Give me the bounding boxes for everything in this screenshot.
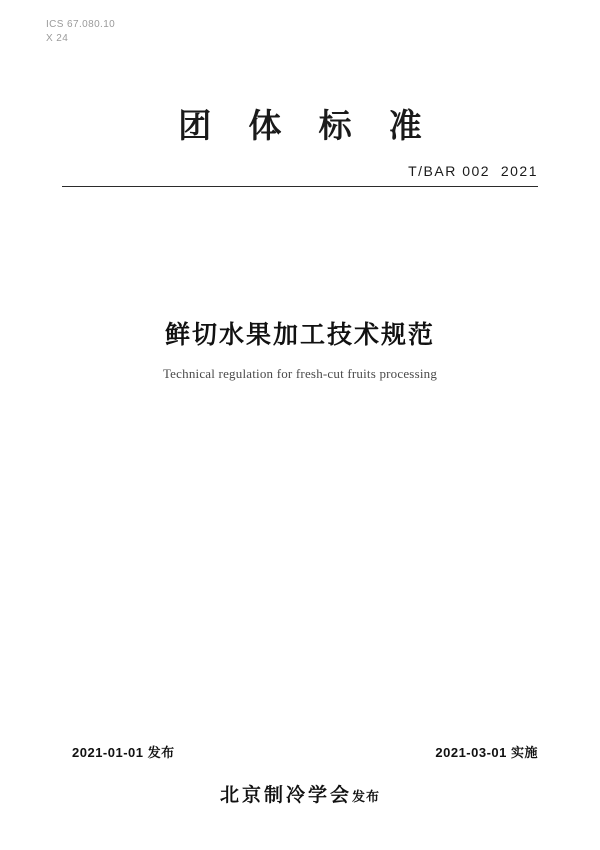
issue-date: 2021-01-01 发布: [72, 745, 175, 760]
standard-type-heading: 团 体 标 准: [178, 107, 436, 144]
ics-classification-block: [46, 18, 115, 46]
document-title-english: Technical regulation for fresh-cut fruits processing: [162, 366, 438, 381]
standard-number: T/BAR 002 2021: [408, 163, 538, 179]
header-divider: [62, 186, 538, 187]
publisher-name: 北京制冷学会: [219, 785, 352, 806]
publisher-verb: 发布: [352, 789, 381, 804]
ccs-code: X 24: [46, 33, 69, 44]
effective-date: 2021-03-01 实施: [435, 745, 538, 760]
publisher-line: [0, 780, 600, 807]
ics-code: ICS 67.080.10: [46, 19, 116, 30]
document-title-chinese: 鲜切水果加工技术规范: [164, 321, 435, 349]
